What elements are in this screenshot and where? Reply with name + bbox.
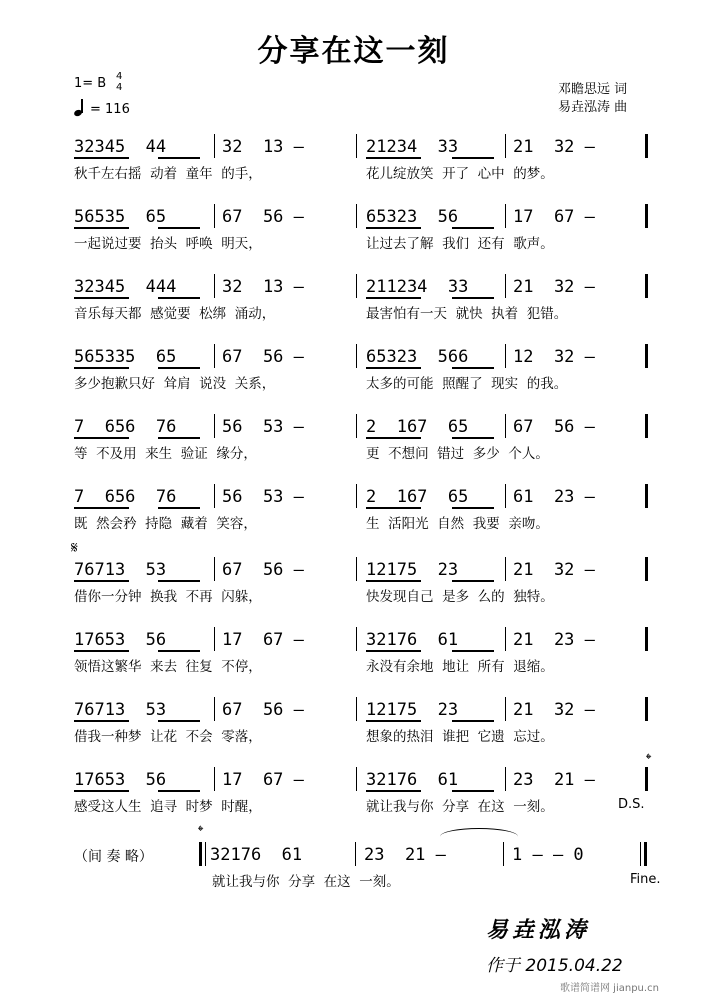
staff-notes	[0, 132, 707, 160]
final-barline	[645, 204, 648, 228]
coda-icon: 𝄌	[198, 822, 204, 840]
measure: 1 — — 0	[512, 845, 584, 865]
beam-underline	[158, 507, 200, 509]
measure: 12175 23	[366, 560, 459, 580]
barline	[214, 697, 215, 721]
barline	[356, 414, 357, 438]
measure: 211234 33	[366, 277, 469, 297]
ds-marking: D.S.	[618, 797, 645, 812]
author-signature: 易垚泓涛	[486, 918, 591, 943]
barline	[505, 557, 506, 581]
beam-underline	[366, 507, 421, 509]
beam-underline	[366, 227, 421, 229]
measure: 2 167 65	[366, 417, 469, 437]
barline	[505, 414, 506, 438]
barline	[356, 627, 357, 651]
measure: 21 32 —	[513, 277, 595, 297]
final-barline	[645, 414, 648, 438]
barline	[355, 842, 356, 866]
lyrics-left: 既 然会矜 持隐 藏着 笑容，	[74, 516, 257, 532]
lyrics-left: 音乐每天都 感觉要 松绑 涌动，	[74, 306, 276, 322]
composition-date: 作于 2015.04.22	[486, 956, 623, 976]
measure: 17 67 —	[222, 770, 304, 790]
tempo-value: = 116	[90, 102, 130, 117]
barline	[356, 697, 357, 721]
measure: 67 56 —	[513, 417, 595, 437]
measure: 32176 61	[366, 630, 459, 650]
measure: 12175 23	[366, 700, 459, 720]
lyrics-right: 花儿绽放笑 开了 心中 的梦。	[366, 166, 554, 182]
final-barline	[644, 842, 647, 866]
staff-notes	[0, 555, 707, 583]
segno-icon: 𝄋	[71, 538, 78, 557]
beam-underline	[74, 437, 129, 439]
tempo-marking	[74, 100, 130, 117]
measure: 32176 61	[210, 845, 303, 865]
beam-underline	[452, 720, 494, 722]
measure: 7 656 76	[74, 417, 177, 437]
final-barline	[645, 274, 648, 298]
measure: 67 56 —	[222, 700, 304, 720]
barline	[214, 484, 215, 508]
measure: 2 167 65	[366, 487, 469, 507]
barline	[356, 557, 357, 581]
beam-underline	[158, 437, 200, 439]
barline	[505, 204, 506, 228]
final-barline	[645, 767, 648, 791]
measure: 56535 65	[74, 207, 167, 227]
lyrics-right: 就让我与你 分享 在这 一刻。	[366, 799, 554, 815]
staff-notes	[0, 342, 707, 370]
beam-underline	[158, 157, 200, 159]
measure: 17 67 —	[513, 207, 595, 227]
beam-underline	[366, 580, 421, 582]
measure: 76713 53	[74, 700, 167, 720]
beam-underline	[366, 720, 421, 722]
barline	[214, 344, 215, 368]
barline	[505, 274, 506, 298]
barline	[356, 274, 357, 298]
coda-staff-row	[0, 840, 707, 910]
lyrics-left: 等 不及用 来生 验证 缘分，	[74, 446, 257, 462]
measure: 32 13 —	[222, 137, 304, 157]
beam-underline	[366, 437, 421, 439]
beam-underline	[366, 367, 421, 369]
measure: 32345 44	[74, 137, 167, 157]
measure: 76713 53	[74, 560, 167, 580]
beam-underline	[452, 437, 494, 439]
measure: 32 13 —	[222, 277, 304, 297]
beam-underline	[366, 297, 421, 299]
measure: 23 21 —	[513, 770, 595, 790]
lyrics-left: 一起说过要 抬头 呼唤 明天，	[74, 236, 262, 252]
barline	[214, 627, 215, 651]
beam-underline	[158, 720, 200, 722]
beam-underline	[452, 367, 494, 369]
beam-underline	[74, 367, 129, 369]
staff-row	[0, 132, 707, 202]
final-barline	[645, 134, 648, 158]
measure: 56 53 —	[222, 417, 304, 437]
measure: 32176 61	[366, 770, 459, 790]
measure: 21234 33	[366, 137, 459, 157]
beam-underline	[158, 580, 200, 582]
beam-underline	[366, 157, 421, 159]
measure: 65323 56	[366, 207, 459, 227]
final-barline	[645, 557, 648, 581]
barline	[640, 842, 641, 866]
beam-underline	[74, 790, 129, 792]
key-signature: 1= B	[74, 76, 107, 91]
time-signature-top: 4	[116, 71, 123, 82]
beam-underline	[452, 790, 494, 792]
staff-notes	[0, 482, 707, 510]
fine-marking: Fine.	[630, 872, 661, 887]
beam-underline	[74, 650, 129, 652]
lyrics-right: 永没有余地 地让 所有 退缩。	[366, 659, 554, 675]
lyrics-left: 多少抱歉只好 耸肩 说没 关系，	[74, 376, 276, 392]
beam-underline	[452, 650, 494, 652]
repeat-barline	[199, 842, 202, 866]
barline	[505, 134, 506, 158]
staff-notes	[0, 625, 707, 653]
barline	[214, 204, 215, 228]
measure: 23 21 —	[364, 845, 446, 865]
measure: 7 656 76	[74, 487, 177, 507]
song-title: 分享在这一刻	[257, 34, 450, 69]
barline	[356, 204, 357, 228]
staff-notes	[0, 272, 707, 300]
measure: 61 23 —	[513, 487, 595, 507]
beam-underline	[74, 157, 129, 159]
measure: 67 56 —	[222, 560, 304, 580]
time-signature-bottom: 4	[116, 82, 123, 93]
beam-underline	[74, 297, 129, 299]
measure: 565335 65	[74, 347, 177, 367]
final-barline	[645, 627, 648, 651]
measure: 67 56 —	[222, 347, 304, 367]
barline	[214, 557, 215, 581]
measure: 21 32 —	[513, 560, 595, 580]
lyrics-right: 太多的可能 照醒了 现实 的我。	[366, 376, 568, 392]
lyrics-left: 感受这人生 追寻 时梦 时醒，	[74, 799, 262, 815]
coda-lyrics: 就让我与你 分享 在这 一刻。	[212, 874, 400, 890]
beam-underline	[452, 507, 494, 509]
beam-underline	[158, 297, 200, 299]
barline	[505, 767, 506, 791]
barline	[214, 767, 215, 791]
lyrics-right: 让过去了解 我们 还有 歌声。	[366, 236, 554, 252]
lyrics-left: 领悟这繁华 来去 往复 不停，	[74, 659, 262, 675]
beam-underline	[452, 297, 494, 299]
measure: 67 56 —	[222, 207, 304, 227]
staff-row	[0, 695, 707, 765]
composer-credit: 易垚泓涛 曲	[558, 100, 628, 115]
barline	[505, 344, 506, 368]
coda-notes	[0, 840, 707, 868]
barline	[505, 627, 506, 651]
beam-underline	[452, 227, 494, 229]
staff-row	[0, 272, 707, 342]
site-watermark: 歌谱简谱网 jianpu.cn	[560, 983, 659, 994]
staff-notes	[0, 202, 707, 230]
lyrics-right: 生 活阳光 自然 我要 亲吻。	[366, 516, 549, 532]
measure: 17653 56	[74, 770, 167, 790]
beam-underline	[452, 580, 494, 582]
beam-underline	[74, 720, 129, 722]
barline	[214, 274, 215, 298]
measure: 65323 566	[366, 347, 469, 367]
barline	[356, 344, 357, 368]
lyrics-left: 借我一种梦 让花 不会 零落，	[74, 729, 262, 745]
beam-underline	[366, 790, 421, 792]
beam-underline	[74, 227, 129, 229]
barline	[356, 484, 357, 508]
barline	[214, 414, 215, 438]
lyrics-right: 更 不想问 错过 多少 个人。	[366, 446, 549, 462]
final-barline	[645, 344, 648, 368]
measure: 21 32 —	[513, 137, 595, 157]
staff-row	[0, 202, 707, 272]
lyrics-left: 秋千左右摇 动着 童年 的手，	[74, 166, 262, 182]
beam-underline	[74, 507, 129, 509]
staff-row	[0, 555, 707, 625]
measure: 21 32 —	[513, 700, 595, 720]
measure: 32345 444	[74, 277, 177, 297]
barline	[503, 842, 504, 866]
staff-row	[0, 765, 707, 835]
staff-row	[0, 342, 707, 412]
lyrics-right: 想象的热泪 谁把 它遗 忘过。	[366, 729, 554, 745]
staff-row	[0, 625, 707, 695]
beam-underline	[74, 580, 129, 582]
measure: 17 67 —	[222, 630, 304, 650]
time-signature	[116, 71, 122, 93]
beam-underline	[158, 367, 200, 369]
measure: 12 32 —	[513, 347, 595, 367]
beam-underline	[158, 227, 200, 229]
tie-slur	[440, 828, 518, 845]
staff-row	[0, 482, 707, 552]
final-barline	[645, 697, 648, 721]
quarter-note-icon	[74, 100, 84, 116]
beam-underline	[158, 650, 200, 652]
beam-underline	[366, 650, 421, 652]
staff-notes	[0, 412, 707, 440]
barline	[505, 484, 506, 508]
coda-icon: 𝄌	[646, 750, 652, 768]
beam-underline	[158, 790, 200, 792]
staff-notes	[0, 695, 707, 723]
lyrics-left: 借你一分钟 换我 不再 闪躲，	[74, 589, 262, 605]
final-barline	[645, 484, 648, 508]
measure: 56 53 —	[222, 487, 304, 507]
barline	[356, 134, 357, 158]
barline	[205, 842, 206, 866]
beam-underline	[452, 157, 494, 159]
barline	[356, 767, 357, 791]
lyricist-credit: 邓瞻思远 词	[558, 82, 628, 97]
staff-notes	[0, 765, 707, 793]
lyrics-right: 快发现自己 是多 么的 独特。	[366, 589, 554, 605]
barline	[505, 697, 506, 721]
interlude-note: （间 奏 略）	[74, 849, 153, 865]
measure: 17653 56	[74, 630, 167, 650]
barline	[214, 134, 215, 158]
staff-row	[0, 412, 707, 482]
measure: 21 23 —	[513, 630, 595, 650]
lyrics-right: 最害怕有一天 就快 执着 犯错。	[366, 306, 568, 322]
